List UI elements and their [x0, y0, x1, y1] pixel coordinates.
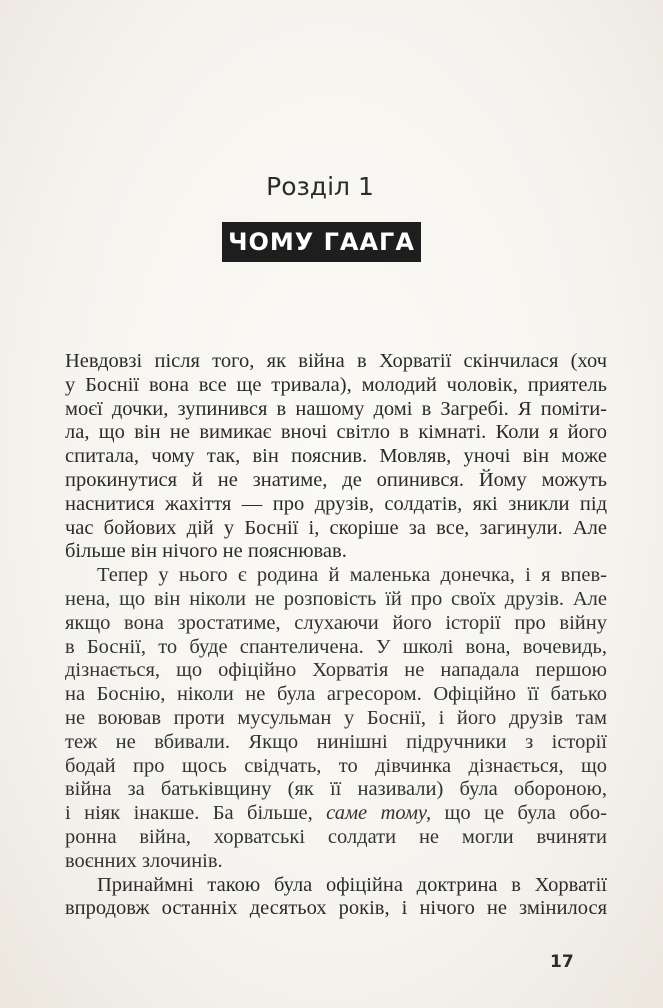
text-span: що це була обо- [431, 802, 607, 825]
text-line: теж не вбивали. Якщо нинішні підручники з історії [65, 730, 607, 753]
paragraph-1 [65, 350, 607, 564]
text-line: дізнається, що офіційно Хорватія не нападала першою [65, 659, 607, 682]
text-line: якщо вона зростатиме, слухаючи його історії про війну [65, 611, 607, 634]
text-line: нена, що він ніколи не розповість їй про своїх друзів. Але [65, 587, 607, 610]
text-line: час бойових дій у Боснії і, скоріше за все, загинули. Але [65, 516, 607, 539]
text-line: на Боснію, ніколи не була агресором. Офіційно її батько [65, 683, 607, 706]
text-line: Принаймні такою була офіційна доктрина в Хорватії [97, 873, 607, 896]
body-text [65, 350, 607, 921]
text-line: в Боснії, то буде спантеличена. У школі вона, вочевидь, [65, 635, 607, 658]
paragraph-2 [65, 564, 607, 873]
text-line: наснитися жахіття — про друзів, солдатів, які зникли під [65, 492, 607, 515]
text-line: ла, що він не вимикає вночі світло в кімнаті. Коли я його [65, 421, 607, 444]
chapter-label: Розділ 1 [266, 172, 374, 201]
text-line: ронна війна, хорватські солдати не могли вчиняти [65, 825, 607, 848]
text-line: Тепер у нього є родина й маленька донечка, і я впев- [97, 564, 607, 587]
text-line: більше він нічого не пояснював. [65, 540, 347, 563]
text-line: Невдовзі після того, як війна в Хорватії скінчилася (хоч [65, 350, 607, 372]
text-line: спитала, чому так, він пояснив. Мовляв, уночі він може [65, 445, 607, 468]
chapter-title: ЧОМУ ГААГА [228, 228, 415, 256]
italic-emphasis: саме тому, [326, 802, 432, 825]
text-span: і ніяк інакше. Ба більше, [65, 802, 327, 825]
paragraph-3 [65, 874, 607, 922]
text-line: не воював проти мусульман у Боснії, і його друзів там [65, 706, 607, 729]
text-line: війна за батьківщину (як її називали) була обороною, [65, 778, 607, 801]
page-number: 17 [550, 952, 574, 972]
text-line: воєнних злочинів. [65, 849, 223, 872]
text-line: моєї дочки, зупинився в нашому домі в Загребі. Я поміти- [65, 397, 607, 420]
text-line: у Боснії вона все ще тривала), молодий чоловік, приятель [65, 373, 607, 396]
text-line: прокинутися й не знатиме, де опинився. Йому можуть [65, 468, 607, 491]
text-line-with-italic [65, 802, 607, 826]
text-line: бодай про щось свідчать, то дівчинка дізнається, що [65, 754, 607, 777]
text-line: впродовж останніх десятьох років, і нічого не змінилося [65, 897, 607, 920]
chapter-title-box [222, 222, 421, 262]
